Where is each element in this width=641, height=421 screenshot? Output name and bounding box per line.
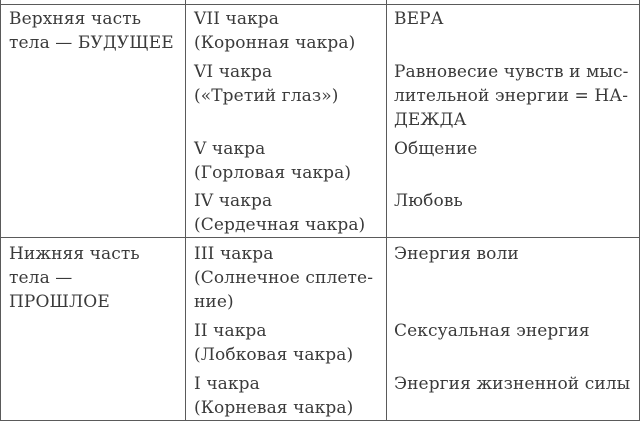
meaning-item <box>394 319 590 343</box>
meaning-text: Общение <box>394 139 478 159</box>
table-column-divider-2 <box>386 0 387 421</box>
region-line: Нижняя часть <box>9 244 140 264</box>
chakra-subtitle: ние) <box>194 292 234 312</box>
region-line: ПРОШЛОЕ <box>9 292 110 312</box>
chakra-subtitle: (Корневая чакра) <box>194 398 354 418</box>
region-line: тела — <box>9 268 73 288</box>
region-line: Верхняя часть <box>9 9 142 29</box>
meaning-item <box>394 242 519 266</box>
chakra-subtitle: (Сердечная чакра) <box>194 215 366 235</box>
meaning-item <box>394 372 630 396</box>
chakra-name: III чакра <box>194 244 274 264</box>
meaning-text: ВЕРА <box>394 9 444 29</box>
chakra-name: VII чакра <box>194 9 280 29</box>
meaning-text: Энергия воли <box>394 244 519 264</box>
table-right-border <box>639 0 640 421</box>
region-cell-lower <box>9 242 140 314</box>
meaning-text: ДЕЖДА <box>394 110 467 130</box>
chakra-name: II чакра <box>194 321 267 341</box>
region-line: тела — БУДУЩЕЕ <box>9 33 174 53</box>
meaning-text: Любовь <box>394 191 463 211</box>
chakra-name: VI чакра <box>194 62 273 82</box>
chakra-subtitle: (Коронная чакра) <box>194 33 356 53</box>
chakra-item <box>194 7 355 55</box>
chakra-name: V чакра <box>194 139 266 159</box>
chakra-name: I чакра <box>194 374 260 394</box>
meaning-text: Равновесие чувств и мыс- <box>394 62 629 82</box>
meaning-text: Энергия жизненной силы <box>394 374 631 394</box>
region-cell-upper <box>9 7 174 55</box>
table-section-divider <box>0 237 640 238</box>
meaning-item <box>394 7 444 31</box>
chakra-subtitle: (Солнечное сплете- <box>194 268 374 288</box>
chakra-item <box>194 319 353 367</box>
meaning-text: Сексуальная энергия <box>394 321 590 341</box>
chakra-subtitle: (Горловая чакра) <box>194 163 352 183</box>
chakra-item <box>194 242 373 314</box>
meaning-item <box>394 137 477 161</box>
meaning-text: лительной энергии = НА- <box>394 86 629 106</box>
table-left-border <box>0 0 1 421</box>
chakra-subtitle: («Третий глаз») <box>194 86 339 106</box>
chakra-name: IV чакра <box>194 191 273 211</box>
chakra-item <box>194 372 353 420</box>
meaning-item <box>394 60 629 132</box>
chakra-item <box>194 137 351 185</box>
table-top-border <box>0 4 640 5</box>
chakra-item <box>194 189 365 237</box>
chakra-item <box>194 60 338 108</box>
chakra-subtitle: (Лобковая чакра) <box>194 345 354 365</box>
table-column-divider-1 <box>185 0 186 421</box>
meaning-item <box>394 189 463 213</box>
